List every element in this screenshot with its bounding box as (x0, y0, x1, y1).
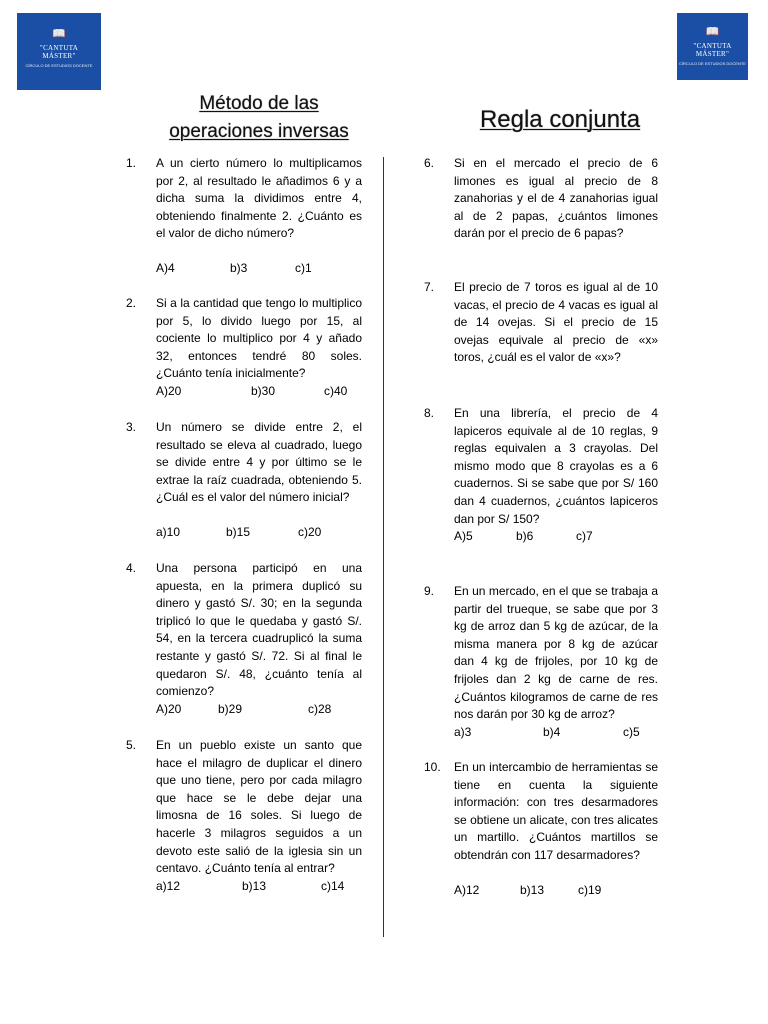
answer-options (454, 882, 658, 900)
logo-name-line1: "CANTUTA (39, 44, 79, 52)
option-a: a)3 (454, 725, 472, 739)
answer-options (454, 528, 658, 546)
section-title-joint-rule: Regla conjunta (479, 106, 641, 133)
question-text: En un intercambio de herramientas se tiene en cuenta la siguiente información: con tres desarmadores se obtiene un alicate, con tres alicates un martillo. ¿Cuántos martillos se obtendrán con 117 desarmadores? (454, 760, 658, 862)
logo-name-line1: "CANTUTA (693, 42, 732, 50)
option-a: A)12 (454, 883, 480, 897)
option-c: c)1 (295, 261, 312, 275)
option-b: b)15 (226, 525, 251, 539)
option-b: b)30 (251, 384, 276, 398)
answer-options (156, 701, 362, 719)
option-a: A)20 (156, 384, 182, 398)
question-text: El precio de 7 toros es igual al de 10 vacas, el precio de 4 vacas es igual al de 14 ovejas. Si el precio de 15 ovejas equivale al precio de «x» toros, ¿cuál es el valor de «x»? (454, 280, 658, 365)
option-c: c)5 (623, 725, 640, 739)
question-number: 10. (424, 760, 441, 774)
option-a: A)4 (156, 261, 175, 275)
question-number: 1. (126, 156, 137, 170)
option-b: b)13 (242, 879, 267, 893)
answer-options (156, 524, 362, 542)
option-b: b)29 (218, 702, 243, 716)
book-icon: 📖 (52, 28, 66, 40)
option-c: c)7 (576, 529, 593, 543)
option-b: b)6 (516, 529, 534, 543)
option-a: a)10 (156, 525, 181, 539)
answer-options (156, 260, 362, 278)
question-number: 8. (424, 406, 435, 420)
question-number: 3. (126, 420, 137, 434)
question-text: En una librería, el precio de 4 lapiceros equivale al de 10 reglas, 9 reglas equivalen a 3 crayolas. Del mismo modo que 8 crayolas es a 6 cuadernos. Si se sabe que por S/ 160 dan 4 cuadernos, ¿cuántos lapiceros dan por S/ 150? (454, 406, 658, 526)
option-b: b)13 (520, 883, 545, 897)
question-text: Un número se divide entre 2, el resultado se eleva al cuadrado, luego se divide entre 4 y por último se le extrae la raíz cuadrada, obteniendo 5. ¿Cuál es el valor del número inicial? (156, 420, 362, 505)
question-text: En un pueblo existe un santo que hace el milagro de duplicar el dinero que uno tiene, pero por cada milagro que hace se le debe dejar una limosna de 16 soles. Si luego de hacerle 3 milagros seguidos a un devoto este salió de la iglesia sin un centavo. ¿Cuánto tenía al entrar? (156, 738, 362, 876)
answer-options (156, 878, 362, 896)
question-text: En un mercado, en el que se trabaja a partir del trueque, se sabe que por 3 kg de arroz dan 5 kg de azúcar, de la misma manera por 8 kg de azúcar dan 4 kg de frijoles, por 10 kg de frijoles dan 2 kg de carne de res. ¿Cuántos kilogramos de carne de res nos darán por 30 kg de arroz? (454, 584, 658, 722)
question-number: 9. (424, 584, 435, 598)
book-icon: 📖 (705, 26, 720, 38)
option-a: A)20 (156, 702, 182, 716)
section-title-inverse-operations (150, 90, 368, 146)
option-b: b)3 (230, 261, 248, 275)
option-c: c)40 (324, 384, 348, 398)
question-number: 6. (424, 156, 435, 170)
option-a: A)5 (454, 529, 473, 543)
question-number: 4. (126, 561, 137, 575)
option-b: b)4 (543, 725, 561, 739)
logo-tagline: CÍRCULO DE ESTUDIOS DOCENTE (25, 63, 93, 68)
question-number: 5. (126, 738, 137, 752)
logo-name-line2: MÁSTER" (695, 50, 730, 58)
logo-tagline: CÍRCULO DE ESTUDIOS DOCENTE (679, 61, 746, 66)
logo-right (677, 13, 748, 80)
logo-name-line2: MÁSTER" (42, 52, 76, 60)
option-a: a)12 (156, 879, 181, 893)
option-c: c)14 (321, 879, 345, 893)
question-text: A un cierto número lo multiplicamos por 2, al resultado le añadimos 6 y a dicha suma la dividimos entre 4, obteniendo finalmente 2. ¿Cuánto es el valor de dicho número? (156, 156, 362, 241)
column-divider (383, 157, 384, 937)
question-number: 2. (126, 296, 137, 310)
question-text: Una persona participó en una apuesta, en la primera duplicó su dinero y gastó S/. 30; en la segunda triplicó lo que le quedaba y gastó S/. 54, en la tercera cuadruplicó la suma restante y gastó S/. 72. Si al final le quedaron S/. 48, ¿cuánto tenía al comienzo? (156, 561, 362, 699)
title-line2: operaciones inversas (169, 121, 349, 142)
option-c: c)20 (298, 525, 322, 539)
question-number: 7. (424, 280, 435, 294)
option-c: c)28 (308, 702, 332, 716)
option-c: c)19 (578, 883, 602, 897)
answer-options (454, 724, 658, 742)
answer-options (156, 383, 362, 401)
question-text: Si a la cantidad que tengo lo multiplico por 5, lo divido luego por 15, al cociente lo multiplico por 4 y añado 32, entonces tendré 80 soles. ¿Cuánto tenía inicialmente? (156, 296, 362, 381)
question-text: Si en el mercado el precio de 6 limones es igual al precio de 8 zanahorias y el de 4 zanahorias igual al de 2 papas, ¿cuántos limones darán por el precio de 6 papas? (454, 156, 658, 241)
logo-left (17, 13, 101, 90)
title-line1: Método de las (199, 93, 319, 114)
